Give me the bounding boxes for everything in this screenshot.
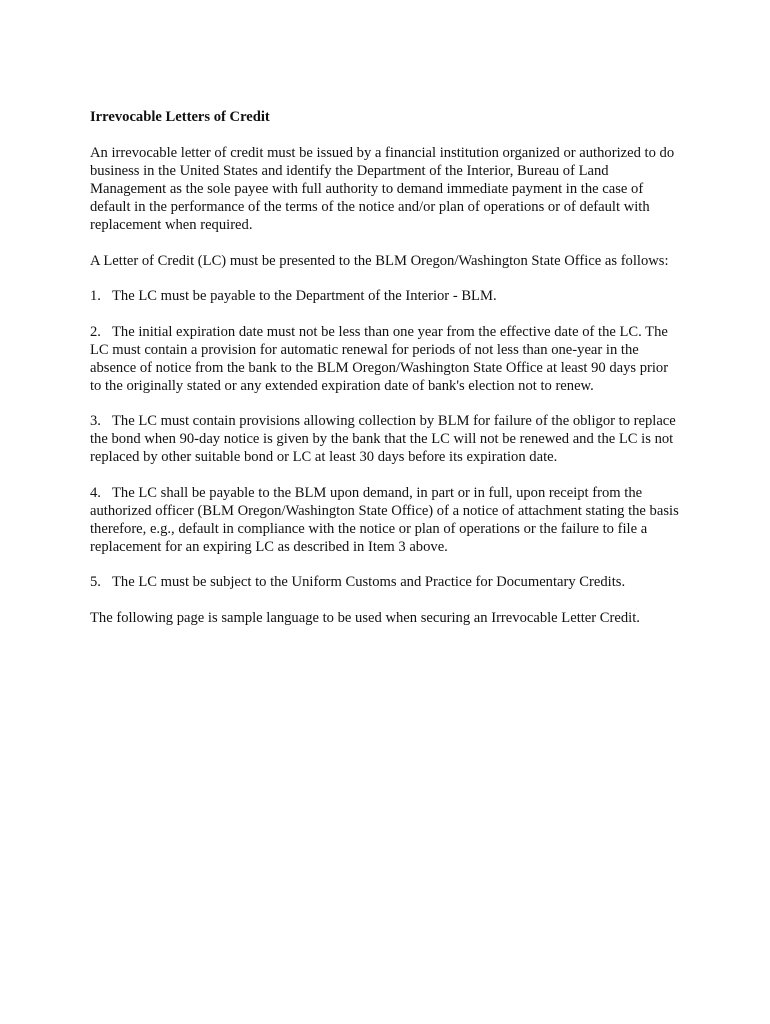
list-item	[90, 287, 682, 305]
list-item	[90, 323, 682, 395]
list-item-text: The initial expiration date must not be less than one year from the effective date of the LC. The LC must contain a provision for automatic renewal for periods of not less than one-year in the absence of notice from the bank to the BLM Oregon/Washington State Office at least 90 days prior to the originally stated or any extended expiration date of bank's election not to renew.	[90, 323, 669, 394]
document-heading: Irrevocable Letters of Credit	[90, 109, 270, 125]
lead-in-paragraph: A Letter of Credit (LC) must be presented to the BLM Oregon/Washington State Office as follows:	[90, 252, 669, 269]
list-item-number: 4.	[90, 484, 101, 501]
list-item-number: 2.	[90, 323, 101, 340]
list-item-number: 3.	[90, 413, 101, 429]
list-item	[90, 412, 682, 466]
intro-paragraph: An irrevocable letter of credit must be issued by a financial institution organized or authorized to do business in the United States and identify the Department of the Interior, Bureau of Land Management as the sole payee with full authority to demand immediate payment in the case of default in the performance of the terms of the notice and/or plan of operations or of default with replacement when required.	[90, 145, 675, 233]
document-body	[90, 108, 682, 644]
list-item-text: The LC must be subject to the Uniform Customs and Practice for Documentary Credits.	[112, 574, 626, 590]
list-item	[90, 484, 682, 556]
list-item-text: The LC must contain provisions allowing collection by BLM for failure of the obligor to replace the bond when 90-day notice is given by the bank that the LC will not be renewed and the LC is not replaced by other suitable bond or LC at least 30 days before its expiration date.	[90, 413, 676, 465]
list-item-text: The LC must be payable to the Department of the Interior - BLM.	[112, 288, 497, 304]
closing-paragraph: The following page is sample language to be used when securing an Irrevocable Letter Credit.	[90, 609, 640, 626]
list-item-number: 5.	[90, 574, 101, 590]
list-item-number: 1.	[90, 288, 101, 304]
list-item-text: The LC shall be payable to the BLM upon demand, in part or in full, upon receipt from the authorized officer (BLM Oregon/Washington State Office) of a notice of attachment stating the basis therefore, e.g., default in compliance with the notice or plan of operations or the failure to file a replacement for an expiring LC as described in Item 3 above.	[90, 484, 679, 555]
list-item	[90, 573, 682, 591]
